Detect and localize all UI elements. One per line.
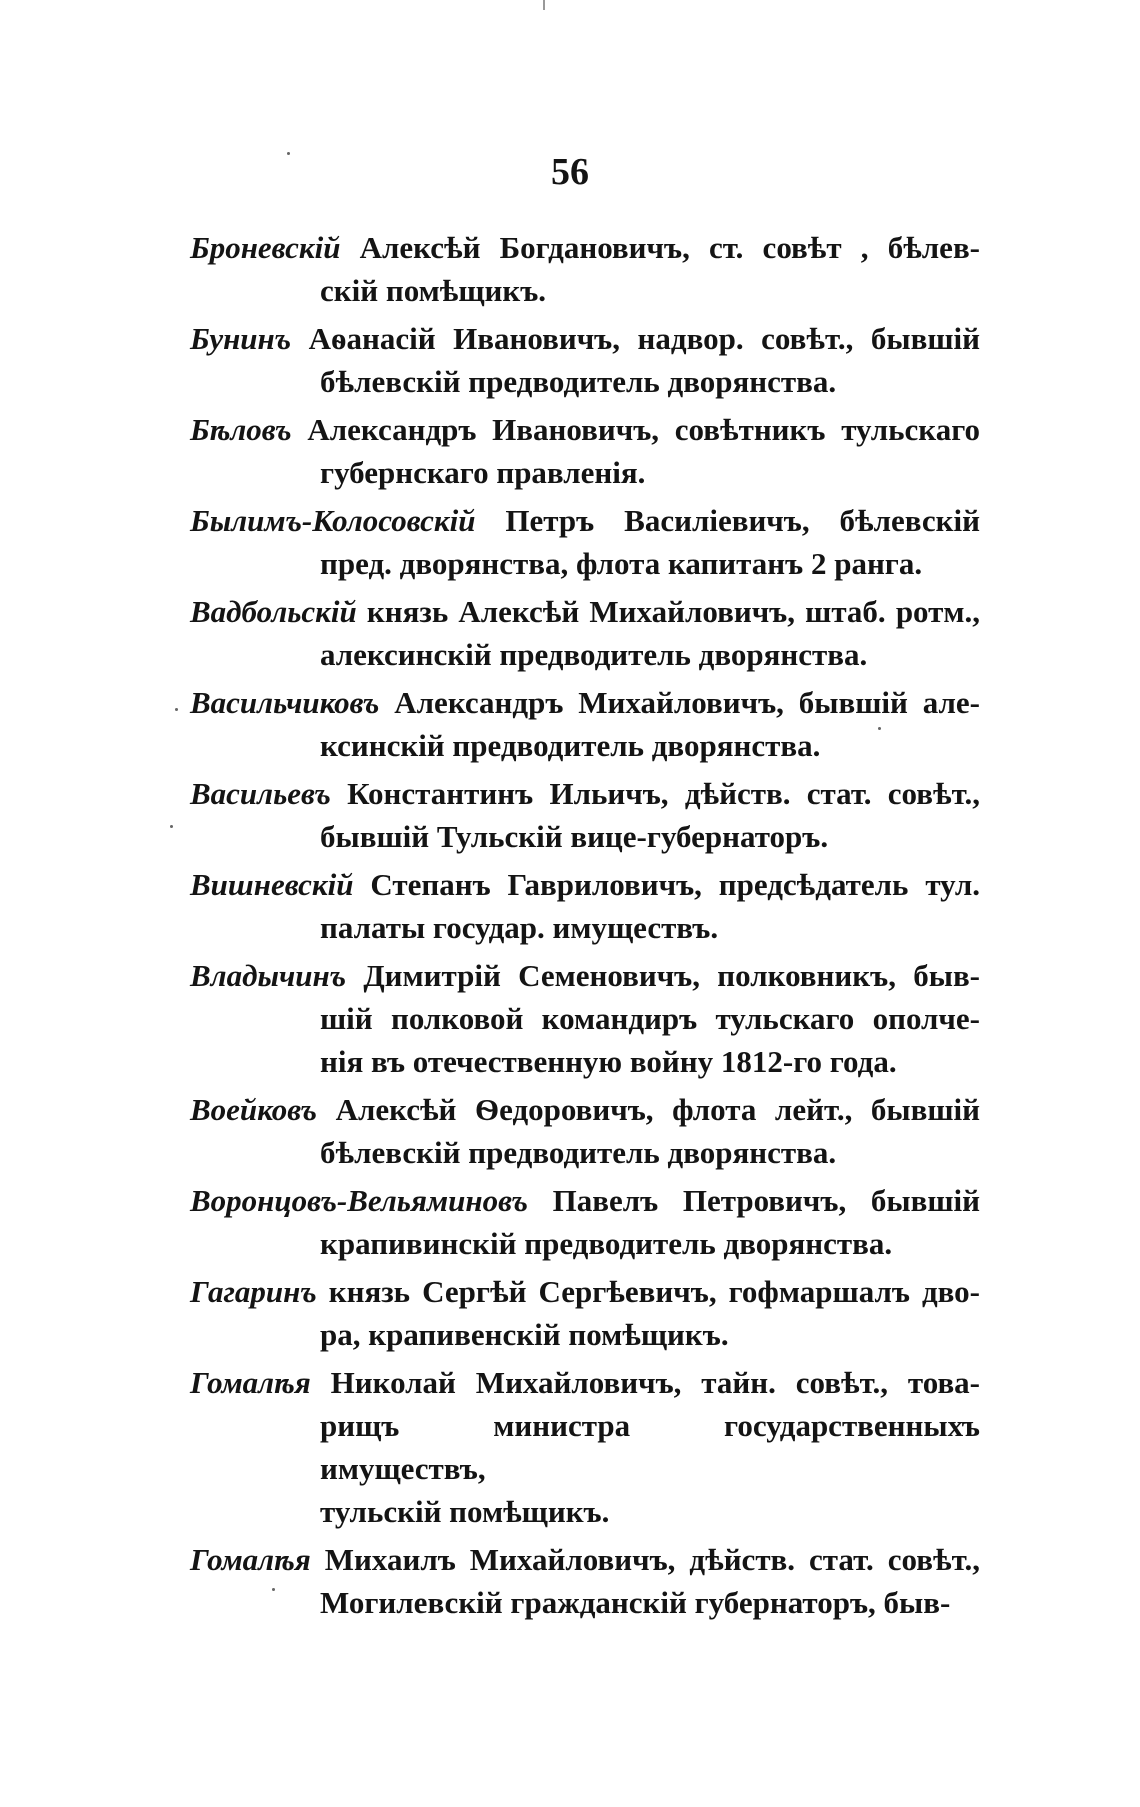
entry-continuation-line (190, 1131, 980, 1174)
entry-text: Димитрій Семеновичъ, полковникъ, быв- (363, 958, 981, 993)
entry-continuation-line (190, 1581, 980, 1624)
scan-speck (175, 708, 178, 711)
entry-surname: Васильевъ (190, 776, 331, 811)
entry-first-line (190, 408, 980, 451)
entry-continuation-line (190, 269, 980, 312)
directory-entry (190, 954, 980, 1083)
entry-text: Алексѣй Богдановичъ, ст. совѣт , бѣлев- (359, 230, 981, 265)
directory-entry (190, 863, 980, 949)
entry-first-line (190, 317, 980, 360)
entry-text: палаты государ. имуществъ. (320, 910, 719, 945)
entry-first-line (190, 1088, 980, 1131)
entry-text: Николай Михайловичъ, тайн. совѣт., това- (330, 1365, 981, 1400)
entry-first-line (190, 1179, 980, 1222)
entry-continuation-line (190, 1222, 980, 1265)
entry-first-line (190, 590, 980, 633)
directory-entry (190, 1088, 980, 1174)
entry-text: рищъ министра государственныхъ имуществъ, (320, 1408, 980, 1486)
entry-text: бѣлевскій предводитель дворянства. (320, 1135, 837, 1170)
directory-entry (190, 226, 980, 312)
entry-text: алексинскій предводитель дворянства. (320, 637, 868, 672)
entry-surname: Воейковъ (190, 1092, 317, 1127)
entry-surname: Гагаринъ (190, 1274, 317, 1309)
entry-text: Аѳанасій Ивановичъ, надвор. совѣт., бывшій (308, 321, 981, 356)
entry-text: князь Алексѣй Михайловичъ, штаб. ротм., (366, 594, 980, 629)
entry-first-line (190, 772, 980, 815)
entry-text: нія въ отечественную войну 1812-го года. (320, 1044, 897, 1079)
entry-continuation-line (190, 815, 980, 858)
entry-surname: Гомалѣя (190, 1365, 311, 1400)
entry-surname: Бунинъ (190, 321, 292, 356)
entry-text: пред. дворянства, флота капитанъ 2 ранга. (320, 546, 923, 581)
scan-speck (170, 825, 173, 828)
entry-surname: Былимъ-Колосовскій (190, 503, 476, 538)
entry-first-line (190, 499, 980, 542)
entry-surname: Броневскій (190, 230, 341, 265)
entry-first-line (190, 1538, 980, 1581)
entry-first-line (190, 681, 980, 724)
entry-first-line (190, 863, 980, 906)
entry-continuation-line (190, 997, 980, 1040)
entry-text: Александръ Ивановичъ, совѣтникъ тульскаго (307, 412, 981, 447)
entry-list (190, 226, 980, 1629)
scan-mark (543, 0, 545, 10)
entry-text: шій полковой командиръ тульскаго ополче- (320, 1001, 980, 1036)
entry-surname: Бѣловъ (190, 412, 292, 447)
entry-continuation-line (190, 451, 980, 494)
entry-surname: Вишневскій (190, 867, 354, 902)
entry-continuation-line (190, 360, 980, 403)
directory-entry (190, 1179, 980, 1265)
entry-first-line (190, 226, 980, 269)
directory-entry (190, 317, 980, 403)
directory-entry (190, 408, 980, 494)
entry-continuation-line (190, 724, 980, 767)
entry-text: губернскаго правленія. (320, 455, 646, 490)
entry-text: ра, крапивенскій помѣщикъ. (320, 1317, 729, 1352)
entry-text: Михаилъ Михайловичъ, дѣйств. стат. совѣт., (324, 1542, 981, 1577)
entry-text: Александръ Михайловичъ, бывшій але- (394, 685, 981, 720)
entry-text: бѣлевскій предводитель дворянства. (320, 364, 837, 399)
directory-entry (190, 499, 980, 585)
page-number: 56 (551, 151, 589, 193)
entry-surname: Гомалѣя (190, 1542, 311, 1577)
entry-continuation-line (190, 1404, 980, 1490)
entry-text: Петръ Василіевичъ, бѣлевскій (505, 503, 981, 538)
entry-text: крапивинскій предводитель дворянства. (320, 1226, 893, 1261)
entry-text: Алексѣй Ѳедоровичъ, флота лейт., бывшій (335, 1092, 981, 1127)
entry-surname: Вадбольскій (190, 594, 357, 629)
entry-text: князь Сергѣй Сергѣевичъ, гофмаршалъ дво- (328, 1274, 981, 1309)
directory-entry (190, 681, 980, 767)
entry-continuation-line (190, 1313, 980, 1356)
entry-continuation-line (190, 906, 980, 949)
entry-text: Константинъ Ильичъ, дѣйств. стат. совѣт., (347, 776, 980, 811)
entry-first-line (190, 954, 980, 997)
entry-continuation-line (190, 633, 980, 676)
entry-text: тульскій помѣщикъ. (320, 1494, 610, 1529)
directory-entry (190, 1270, 980, 1356)
entry-continuation-line (190, 1490, 980, 1533)
directory-entry (190, 1538, 980, 1624)
entry-continuation-line (190, 542, 980, 585)
entry-text: Павелъ Петровичъ, бывшій (552, 1183, 980, 1218)
entry-text: Степанъ Гавриловичъ, предсѣдатель тул. (370, 867, 981, 902)
entry-first-line (190, 1270, 980, 1313)
entry-text: ксинскій предводитель дворянства. (320, 728, 821, 763)
entry-text: бывшій Тульскій вице-губернаторъ. (320, 819, 829, 854)
entry-text: Могилевскій гражданскій губернаторъ, быв- (320, 1585, 951, 1620)
entry-first-line (190, 1361, 980, 1404)
directory-entry (190, 590, 980, 676)
entry-continuation-line (190, 1040, 980, 1083)
entry-surname: Владычинъ (190, 958, 347, 993)
entry-text: скій помѣщикъ. (320, 273, 547, 308)
directory-entry (190, 1361, 980, 1533)
entry-surname: Васильчиковъ (190, 685, 380, 720)
entry-surname: Воронцовъ-Вельяминовъ (190, 1183, 528, 1218)
directory-entry (190, 772, 980, 858)
